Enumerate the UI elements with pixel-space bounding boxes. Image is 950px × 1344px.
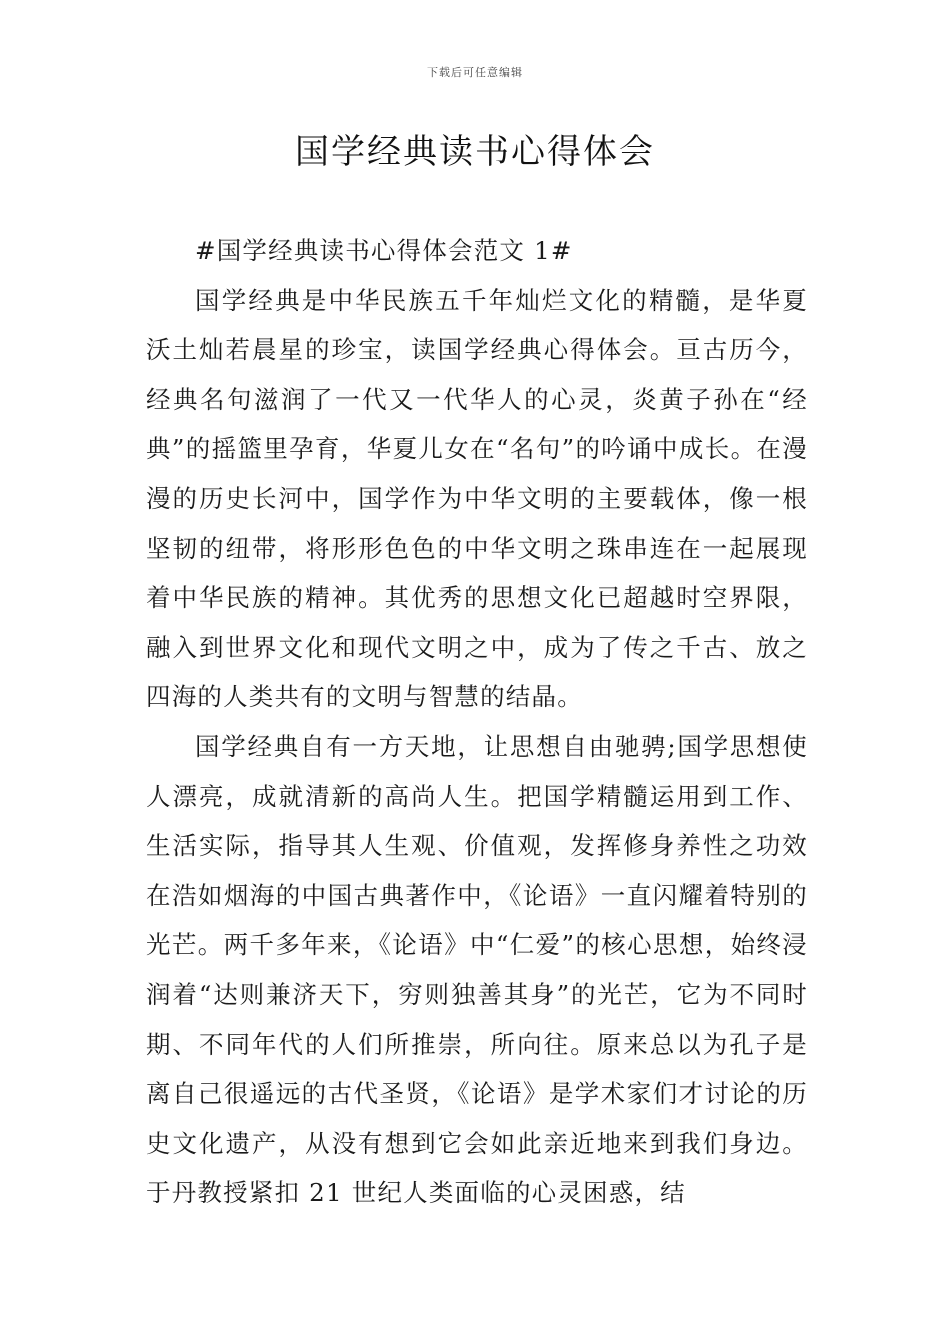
section-heading: #国学经典读书心得体会范文 1# — [195, 236, 573, 265]
page-header-note: 下载后可任意编辑 — [427, 66, 523, 79]
body-paragraph-2: 国学经典自有一方天地，让思想自由驰骋;国学思想使人漂亮，成就清新的高尚人生。把国学精髓运用到工作、生活实际，指导其人生观、价值观，发挥修身养性之功效在浩如烟海的中国古典著作中，《论语》一直闪耀着特别的光芒。两千多年来，《论语》中“仁爱”的核心思想，始终浸润着“达则兼济天下，穷则独善其身”的光芒，它为不同时期、不同年代的人们所推崇，所向往。原来总以为孔子是离自己很遥远的古代圣贤，《论语》是学术家们才讨论的历史文化遗产，从没有想到它会如此亲近地来到我们身边。于丹教授紧扣 21 世纪人类面临的心灵困惑，结 — [146, 731, 808, 1208]
document-title: 国学经典读书心得体会 — [295, 132, 655, 172]
body-paragraph-1: 国学经典是中华民族五千年灿烂文化的精髓，是华夏沃土灿若晨星的珍宝，读国学经典心得体会。亘古历今，经典名句滋润了一代又一代华人的心灵，炎黄子孙在“经典”的摇篮里孕育，华夏儿女在“名句”的吟诵中成长。在漫漫的历史长河中，国学作为中华文明的主要载体，像一根坚韧的纽带，将形形色色的中华文明之珠串连在一起展现着中华民族的精神。其优秀的思想文化已超越时空界限，融入到世界文化和现代文明之中，成为了传之千古、放之四海的人类共有的文明与智慧的结晶。 — [146, 285, 808, 712]
document-body — [146, 226, 808, 1218]
